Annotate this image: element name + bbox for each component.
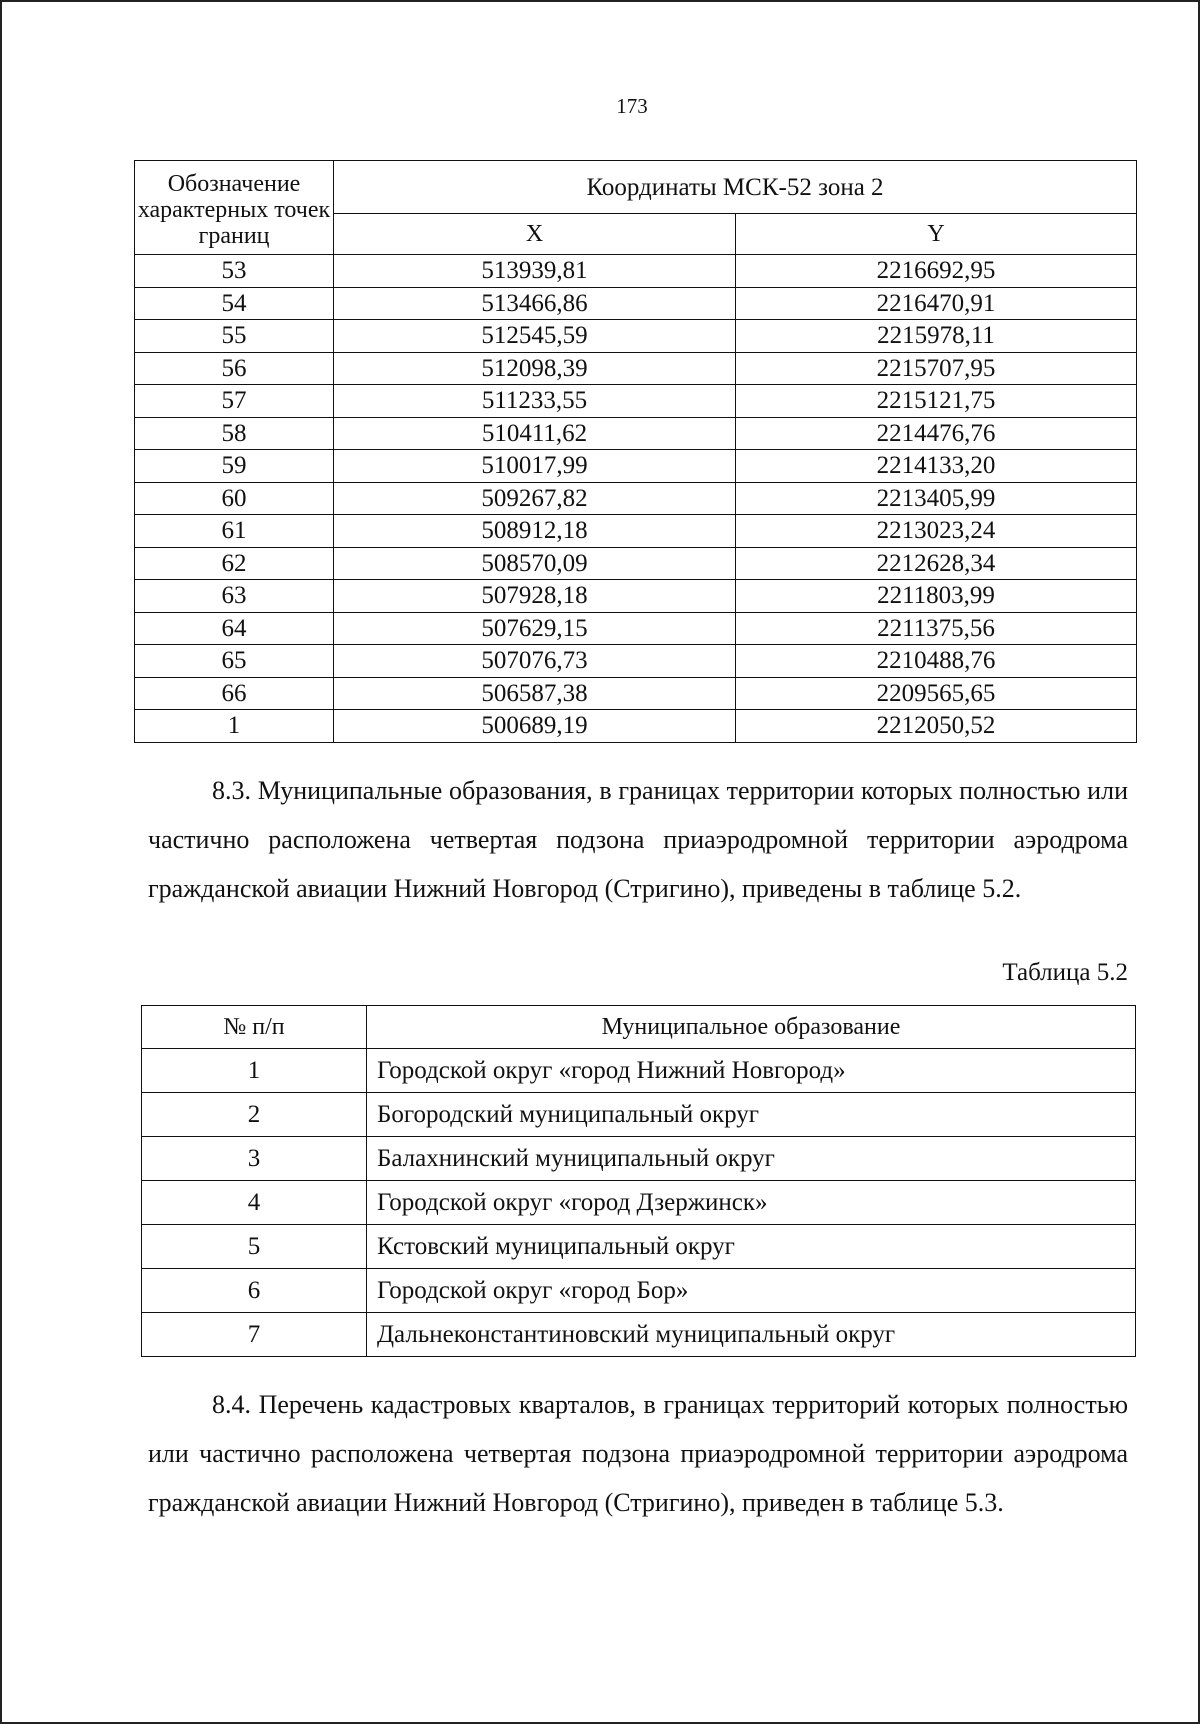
- y-cell: 2215707,95: [736, 352, 1137, 385]
- point-cell: 66: [135, 677, 334, 710]
- x-cell: 510017,99: [334, 450, 736, 483]
- table-row: [135, 287, 1137, 320]
- point-cell: 59: [135, 450, 334, 483]
- table-5-2-caption: Таблица 5.2: [1002, 959, 1128, 986]
- y-cell: 2213405,99: [736, 482, 1137, 515]
- table-row: [135, 580, 1137, 613]
- row-number-cell: 3: [142, 1137, 367, 1181]
- municipality-cell: Городской округ «город Нижний Новгород»: [367, 1049, 1136, 1093]
- municipality-cell: Дальнеконстантиновский муниципальный округ: [367, 1313, 1136, 1357]
- table-row: [142, 1269, 1136, 1313]
- table-row: [135, 482, 1137, 515]
- point-cell: 64: [135, 612, 334, 645]
- header-coordinates: Координаты МСК-52 зона 2: [334, 161, 1137, 214]
- row-number-cell: 1: [142, 1049, 367, 1093]
- y-cell: 2214476,76: [736, 417, 1137, 450]
- municipality-cell: Кстовский муниципальный округ: [367, 1225, 1136, 1269]
- row-number-cell: 4: [142, 1181, 367, 1225]
- x-cell: 513466,86: [334, 287, 736, 320]
- point-cell: 53: [135, 255, 334, 288]
- point-cell: 1: [135, 710, 334, 743]
- table-row: [135, 385, 1137, 418]
- point-cell: 56: [135, 352, 334, 385]
- paragraph-8-4-text: 8.4. Перечень кадастровых кварталов, в границах территорий которых полностью или частично расположена четвертая подзона приаэродромной территории аэродрома гражданской авиации Нижний Новгород (Стригино), приведен в таблице 5.3.: [148, 1390, 1128, 1517]
- page-number: 173: [616, 94, 648, 118]
- y-cell: 2214133,20: [736, 450, 1137, 483]
- table-row: [135, 255, 1137, 288]
- table-row: [135, 547, 1137, 580]
- header-row-number: № п/п: [142, 1006, 367, 1049]
- point-cell: 63: [135, 580, 334, 613]
- municipality-cell: Городской округ «город Бор»: [367, 1269, 1136, 1313]
- x-cell: 506587,38: [334, 677, 736, 710]
- x-cell: 507629,15: [334, 612, 736, 645]
- point-cell: 58: [135, 417, 334, 450]
- point-cell: 57: [135, 385, 334, 418]
- row-number-cell: 6: [142, 1269, 367, 1313]
- y-cell: 2213023,24: [736, 515, 1137, 548]
- x-cell: 513939,81: [334, 255, 736, 288]
- paragraph-8-3: [148, 766, 1128, 913]
- table-row: [142, 1093, 1136, 1137]
- y-cell: 2215121,75: [736, 385, 1137, 418]
- y-cell: 2212050,52: [736, 710, 1137, 743]
- point-cell: 54: [135, 287, 334, 320]
- x-cell: 500689,19: [334, 710, 736, 743]
- municipality-cell: Богородский муниципальный округ: [367, 1093, 1136, 1137]
- municipality-cell: Городской округ «город Дзержинск»: [367, 1181, 1136, 1225]
- y-cell: 2216692,95: [736, 255, 1137, 288]
- x-cell: 508570,09: [334, 547, 736, 580]
- table-row: [142, 1313, 1136, 1357]
- point-cell: 55: [135, 320, 334, 353]
- row-number-cell: 7: [142, 1313, 367, 1357]
- x-cell: 512545,59: [334, 320, 736, 353]
- y-cell: 2215978,11: [736, 320, 1137, 353]
- row-number-cell: 2: [142, 1093, 367, 1137]
- y-cell: 2209565,65: [736, 677, 1137, 710]
- x-cell: 510411,62: [334, 417, 736, 450]
- table-row: [135, 612, 1137, 645]
- coordinates-table: [134, 160, 1137, 743]
- y-cell: 2212628,34: [736, 547, 1137, 580]
- header-x: X: [334, 214, 736, 255]
- x-cell: 512098,39: [334, 352, 736, 385]
- point-cell: 65: [135, 645, 334, 678]
- x-cell: 508912,18: [334, 515, 736, 548]
- header-boundary-points: Обозначение характерных точек границ: [135, 161, 334, 255]
- point-cell: 60: [135, 482, 334, 515]
- row-number-cell: 5: [142, 1225, 367, 1269]
- point-cell: 62: [135, 547, 334, 580]
- table-row: [135, 417, 1137, 450]
- table-row: [135, 320, 1137, 353]
- y-cell: 2210488,76: [736, 645, 1137, 678]
- y-cell: 2211803,99: [736, 580, 1137, 613]
- table-row: [135, 352, 1137, 385]
- table-row: [142, 1225, 1136, 1269]
- x-cell: 511233,55: [334, 385, 736, 418]
- table-row: [135, 450, 1137, 483]
- paragraph-8-4: [148, 1380, 1128, 1527]
- x-cell: 507928,18: [334, 580, 736, 613]
- y-cell: 2211375,56: [736, 612, 1137, 645]
- table-row: [142, 1181, 1136, 1225]
- x-cell: 509267,82: [334, 482, 736, 515]
- point-cell: 61: [135, 515, 334, 548]
- table-row: [135, 677, 1137, 710]
- paragraph-8-3-text: 8.3. Муниципальные образования, в границах территории которых полностью или частично расположена четвертая подзона приаэродромной территории аэродрома гражданской авиации Нижний Новгород (Стригино), приведены в таблице 5.2.: [148, 776, 1128, 903]
- municipalities-table-body: [142, 1049, 1136, 1357]
- municipalities-table: [141, 1005, 1136, 1357]
- header-municipality: Муниципальное образование: [367, 1006, 1136, 1049]
- x-cell: 507076,73: [334, 645, 736, 678]
- y-cell: 2216470,91: [736, 287, 1137, 320]
- coordinates-table-body: [135, 255, 1137, 743]
- table-row: [142, 1137, 1136, 1181]
- header-y: Y: [736, 214, 1137, 255]
- table-row: [142, 1049, 1136, 1093]
- table-row: [135, 645, 1137, 678]
- table-row: [135, 515, 1137, 548]
- table-row: [135, 710, 1137, 743]
- municipality-cell: Балахнинский муниципальный округ: [367, 1137, 1136, 1181]
